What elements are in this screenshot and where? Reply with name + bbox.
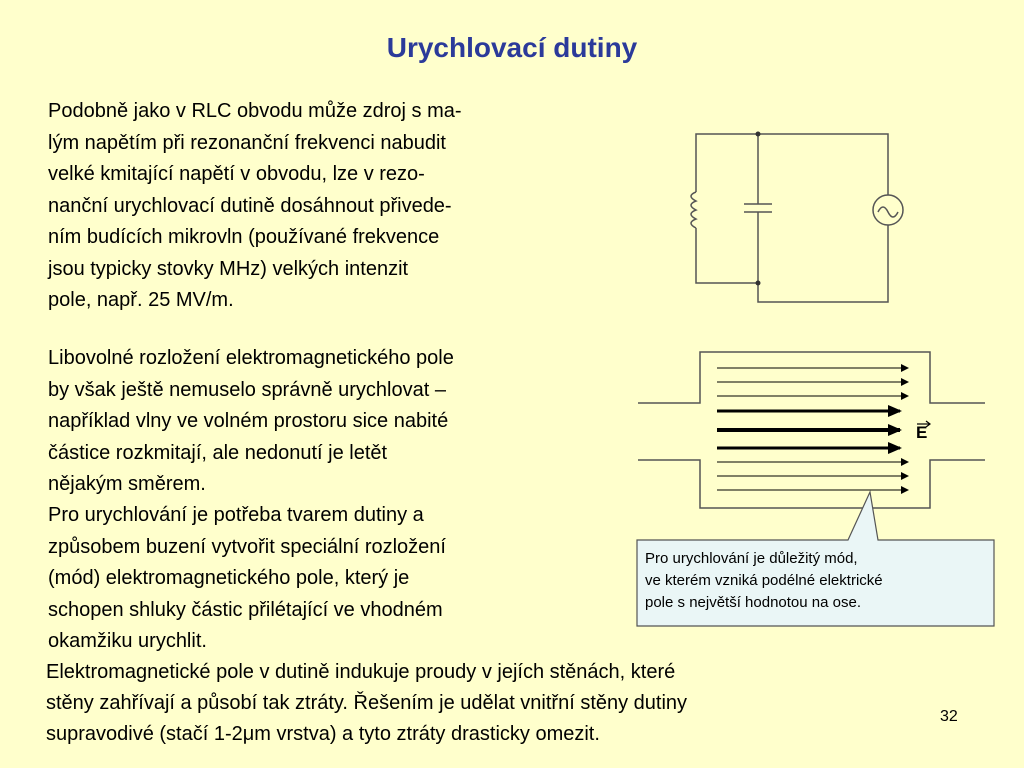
circuit-wire-right-bottom xyxy=(758,225,888,302)
text-line: pole, např. 25 MV/m. xyxy=(48,289,234,311)
text-line: například vlny ve volném prostoru sice nabité xyxy=(48,410,449,432)
text-line: částice rozkmitají, ale nedonutí je letět xyxy=(48,441,388,464)
lc-circuit-diagram xyxy=(691,134,903,302)
text-line: supravodivé (stačí 1-2μm vrstva) a tyto ztráty drasticky omezit. xyxy=(46,723,600,745)
circuit-wire-left-bottom xyxy=(696,228,758,283)
text-line: (mód) elektromagnetického pole, který je xyxy=(48,567,410,589)
callout-text xyxy=(645,548,883,614)
text-line: jsou typicky stovky MHz) velkých intenzit xyxy=(48,257,409,280)
slide-title: Urychlovací dutiny xyxy=(386,32,638,63)
text-line: velké kmitající napětí v obvodu, lze v rezo- xyxy=(48,163,425,185)
text-line: lým napětím při rezonanční frekvenci nabudit xyxy=(48,131,446,154)
text-line: Pro urychlování je důležitý mód, xyxy=(645,550,858,567)
text-line: Pro urychlování je potřeba tvarem dutiny a xyxy=(48,504,424,526)
text-line: Elektromagnetické pole v dutině indukuje proudy v jejích stěnách, které xyxy=(46,661,676,683)
cavity-wall-top xyxy=(638,352,985,403)
ac-source-wave xyxy=(878,207,898,217)
text-line: pole s největší hodnotou na ose. xyxy=(645,594,861,611)
slide-number: 32 xyxy=(940,708,958,725)
cavity-diagram xyxy=(638,352,985,508)
inductor-icon xyxy=(691,192,696,228)
electric-field-label: E xyxy=(916,423,928,442)
cavity-wall-bottom xyxy=(638,460,985,508)
text-line: způsobem buzení vytvořit speciální rozložení xyxy=(48,535,446,558)
text-line: Podobně jako v RLC obvodu může zdroj s ma- xyxy=(48,100,462,122)
text-line: ve kterém vzniká podélné elektrické xyxy=(645,572,883,589)
text-line: schopen shluky částic přilétající ve vhodném xyxy=(48,598,443,621)
circuit-node-bottom xyxy=(756,281,761,286)
text-line: stěny zahřívají a působí tak ztráty. Řešením je udělat vnitřní stěny dutiny xyxy=(46,692,688,714)
text-line: nějakým směrem. xyxy=(48,473,206,495)
text-line: ním budících mikrovln (používané frekvence xyxy=(48,226,440,248)
circuit-wire-right xyxy=(758,134,888,195)
text-line: by však ještě nemuselo správně urychlovat – xyxy=(48,378,446,401)
text-line: nanční urychlovací dutině dosáhnout přivede- xyxy=(48,194,452,217)
ac-source-icon xyxy=(873,195,903,225)
text-line: okamžiku urychlit. xyxy=(48,630,207,652)
vector-arrow-icon xyxy=(916,420,932,428)
text-line: Libovolné rozložení elektromagnetického pole xyxy=(48,347,454,369)
circuit-wire-left xyxy=(696,134,758,192)
circuit-node-top xyxy=(756,132,761,137)
